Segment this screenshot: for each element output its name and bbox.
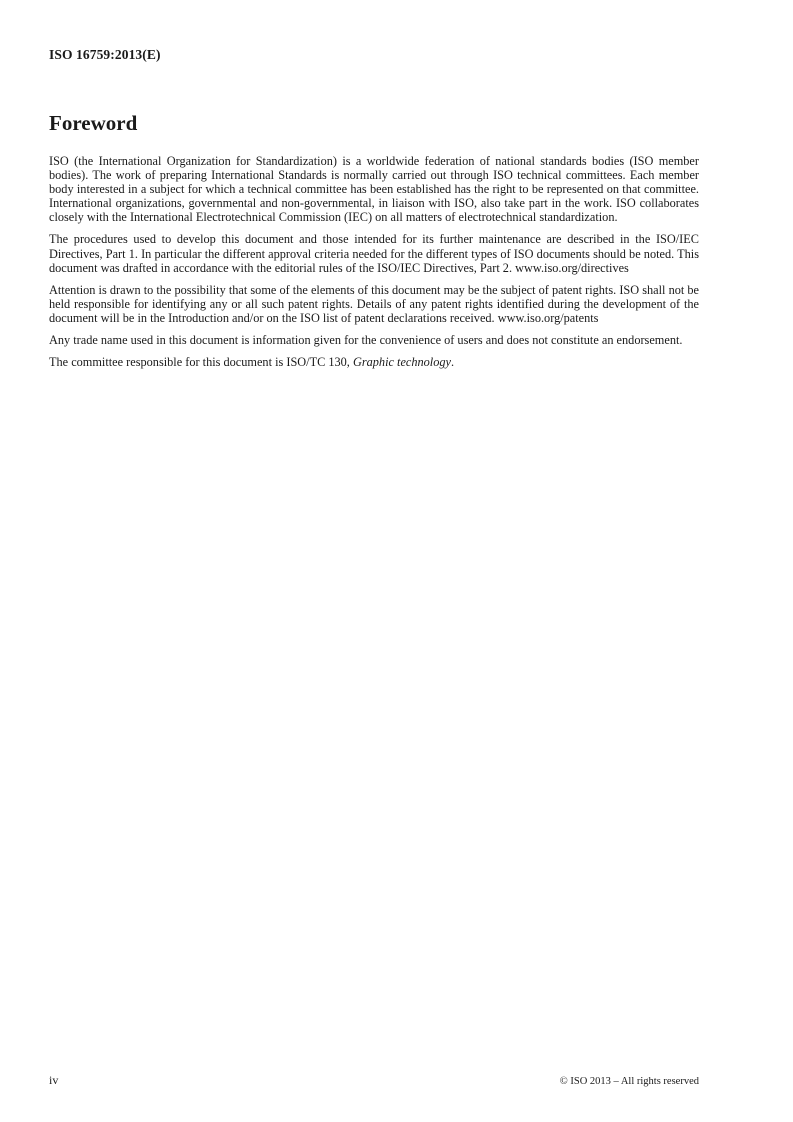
paragraph-iso-overview: ISO (the International Organization for Standardization) is a worldwide federation of national standards bodies (ISO member bodies). The work of preparing International Standards is normally carried out through ISO technical committees. Each member body interested in a subject for which a technical committee has been established has the right to be represented on that committee. International organizations, governmental and non-governmental, in liaison with ISO, also take part in the work. ISO collaborates closely with the International Electrotechnical Commission (IEC) on all matters of electrotechnical standardization. [49,154,699,225]
paragraph-committee [49,355,699,369]
committee-prefix: The committee responsible for this document is ISO/TC 130, [49,355,353,370]
paragraph-trade-name: Any trade name used in this document is information given for the convenience of users and does not constitute an endorsement. [49,333,683,348]
document-id-header: ISO 16759:2013(E) [49,47,161,62]
paragraph-procedures: The procedures used to develop this document and those intended for its further maintenance are described in the ISO/IEC Directives, Part 1. In particular the different approval criteria needed for the different types of ISO documents should be noted. This document was drafted in accordance with the editorial rules of the ISO/IEC Directives, Part 2. www.iso.org/directives [49,232,699,275]
page-footer [49,1073,699,1088]
copyright-notice: © ISO 2013 – All rights reserved [559,1076,699,1087]
committee-suffix: . [450,355,455,370]
page-number: iv [49,1073,59,1087]
paragraph-patent-rights: Attention is drawn to the possibility that some of the elements of this document may be the subject of patent rights. ISO shall not be held responsible for identifying any or all such patent rights. Details of any patent rights identified during the development of the document will be in the Introduction and/or on the ISO list of patent declarations received. www.iso.org/patents [49,282,699,325]
committee-name: Graphic technology [352,355,451,370]
page-title: Foreword [49,111,138,135]
foreword-body [49,154,699,377]
